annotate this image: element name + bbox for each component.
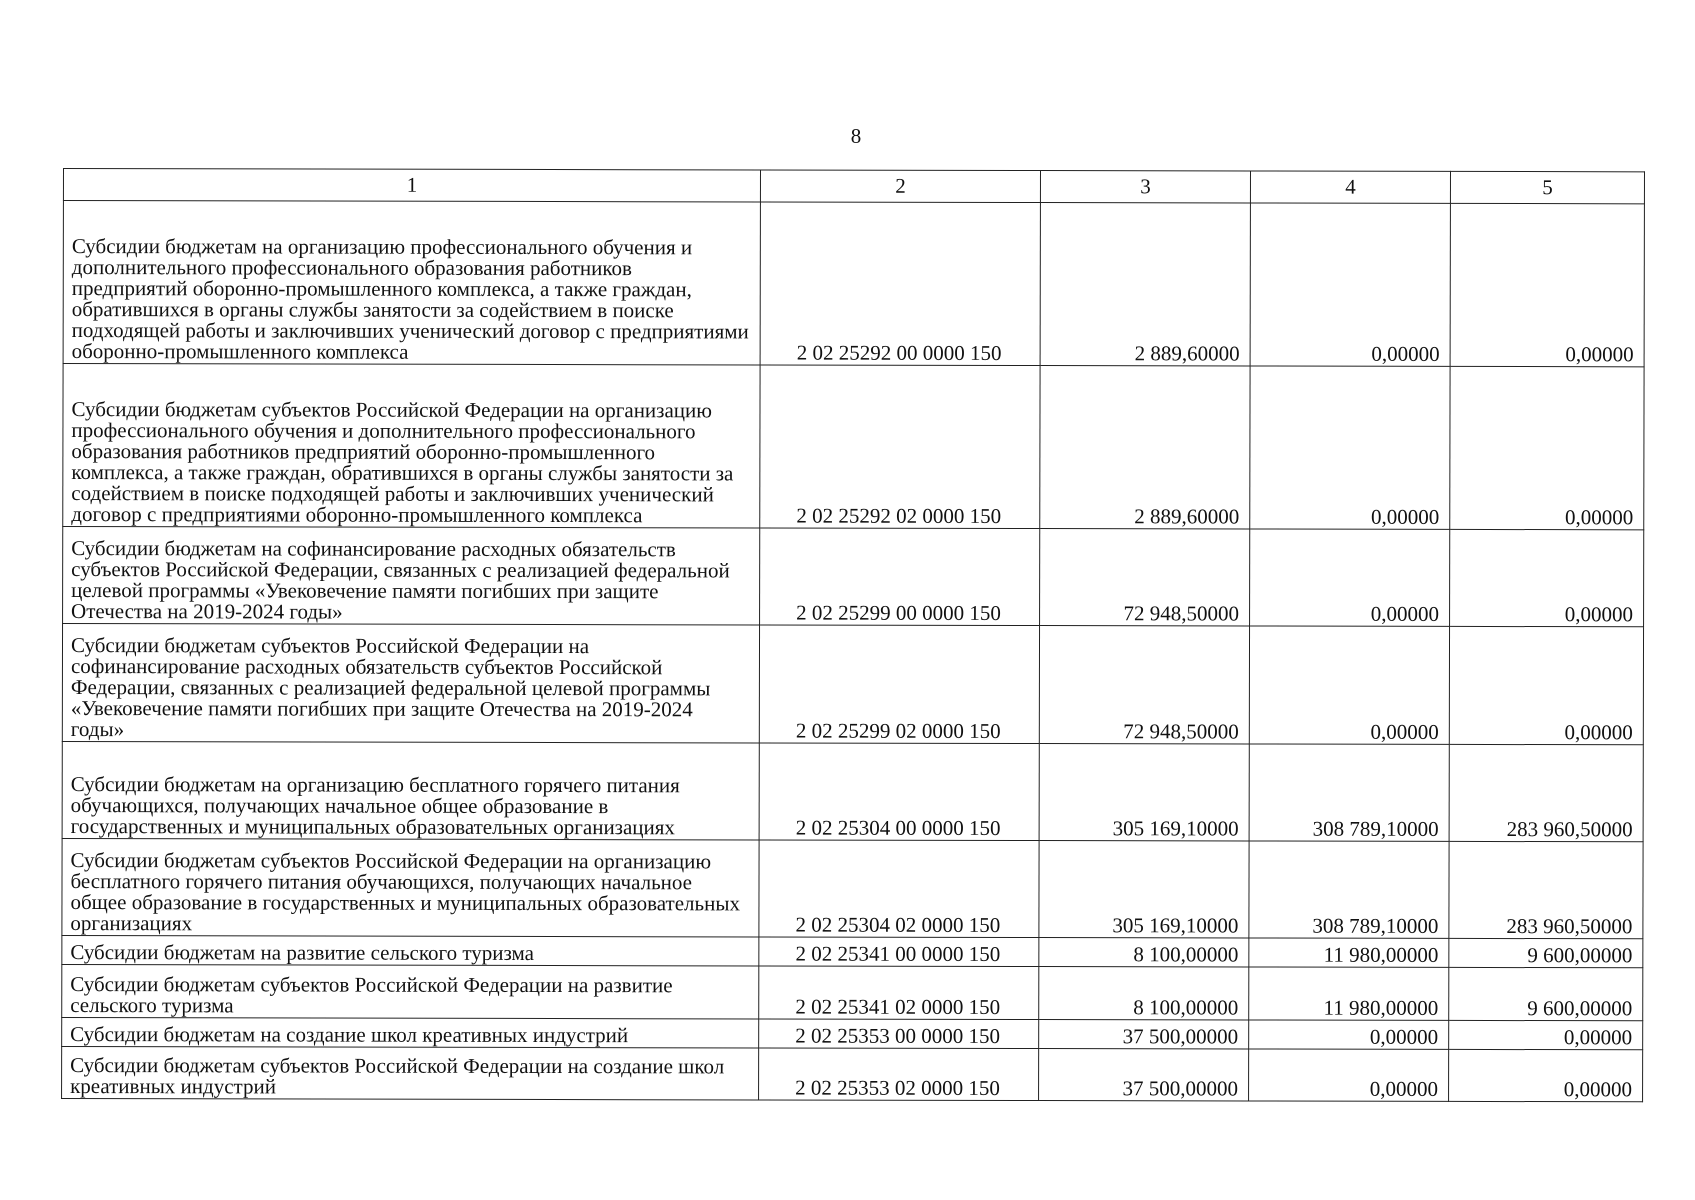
row-code-cell: 2 02 25353 02 0000 150	[759, 1048, 1039, 1101]
row-name-cell: Субсидии бюджетам на организацию профессионального обучения и дополнительного профессионального образования работников предприятий оборонно-промышленного комплекса, а также граждан, обратившихся в органы службы занятости за содействием в поиске подходящей работы и заключивших ученический договор с предприятиями оборонно-промышленного комплекса	[63, 201, 760, 365]
row-value-col4: 0,00000	[1249, 626, 1449, 744]
row-code-cell: 2 02 25299 00 0000 150	[760, 528, 1040, 626]
table-row	[62, 1017, 1643, 1049]
row-value-col5: 9 600,00000	[1449, 967, 1643, 1020]
row-name-cell: Субсидии бюджетам на организацию бесплатного горячего питания обучающихся, получающих начальное общее образование в государственных и муниципальных образовательных организациях	[62, 741, 759, 839]
row-name-cell: Субсидии бюджетам на создание школ креативных индустрий	[62, 1017, 759, 1047]
column-header-5: 5	[1450, 171, 1644, 203]
column-header-1: 1	[63, 169, 760, 202]
row-value-col4: 0,00000	[1250, 203, 1450, 366]
budget-table	[61, 168, 1645, 1102]
row-value-col3: 72 948,50000	[1040, 529, 1250, 626]
row-value-col5: 0,00000	[1450, 203, 1644, 366]
row-value-col4: 0,00000	[1249, 1049, 1449, 1101]
table-row	[62, 741, 1643, 841]
table-row	[62, 964, 1643, 1020]
row-code-cell: 2 02 25304 00 0000 150	[759, 743, 1039, 841]
row-value-col3: 305 169,10000	[1039, 841, 1249, 938]
row-value-col4: 11 980,00000	[1249, 967, 1449, 1020]
row-name-cell: Субсидии бюджетам субъектов Российской Федерации на софинансирование расходных обязательств субъектов Российской Федерации, связанных с реализацией федеральной целевой программы «Увековечение памяти погибших при защите Отечества на 2019-2024 годы»	[62, 624, 759, 743]
row-name-cell: Субсидии бюджетам на развитие сельского туризма	[62, 935, 759, 965]
row-value-col3: 37 500,00000	[1039, 1049, 1249, 1101]
row-value-col3: 2 889,60000	[1040, 203, 1250, 366]
row-value-col5: 0,00000	[1450, 366, 1644, 529]
row-value-col3: 8 100,00000	[1039, 967, 1249, 1020]
table-row	[62, 1046, 1643, 1101]
row-value-col5: 0,00000	[1449, 1020, 1643, 1049]
row-value-col3: 305 169,10000	[1039, 744, 1249, 841]
row-code-cell: 2 02 25292 00 0000 150	[760, 202, 1040, 366]
column-header-2: 2	[760, 170, 1040, 203]
column-header-4: 4	[1250, 171, 1450, 203]
row-value-col3: 72 948,50000	[1039, 626, 1249, 744]
row-name-cell: Субсидии бюджетам субъектов Российской Федерации на организацию профессионального обучения и дополнительного профессионального образования работников предприятий оборонно-промышленного комплекса, а также граждан, обратившихся в органы службы занятости за содействием в поиске подходящей работы и заключивших ученический договор с предприятиями оборонно-промышленного комплекса	[63, 364, 760, 528]
row-value-col4: 0,00000	[1249, 1020, 1449, 1049]
row-code-cell: 2 02 25341 00 0000 150	[759, 937, 1039, 967]
table-row	[63, 527, 1644, 627]
row-value-col5: 0,00000	[1449, 626, 1643, 744]
table-row	[63, 364, 1644, 530]
page-number: 8	[850, 124, 862, 148]
row-code-cell: 2 02 25292 02 0000 150	[760, 365, 1040, 529]
row-name-cell: Субсидии бюджетам субъектов Российской Федерации на развитие сельского туризма	[62, 964, 759, 1018]
table-row	[62, 624, 1643, 745]
row-name-cell: Субсидии бюджетам на софинансирование расходных обязательств субъектов Российской Федерации, связанных с реализацией федеральной целевой программы «Увековечение памяти погибших при защите Отечества на 2019-2024 годы»	[63, 527, 760, 625]
table-row	[63, 201, 1644, 367]
row-name-cell: Субсидии бюджетам субъектов Российской Федерации на создание школ креативных индустрий	[62, 1046, 759, 1099]
row-value-col5: 283 960,50000	[1449, 841, 1643, 938]
table-row	[62, 935, 1643, 967]
row-value-col3: 37 500,00000	[1039, 1020, 1249, 1049]
row-code-cell: 2 02 25304 02 0000 150	[759, 840, 1039, 938]
row-value-col5: 283 960,50000	[1449, 744, 1643, 841]
row-code-cell: 2 02 25341 02 0000 150	[759, 966, 1039, 1020]
column-header-3: 3	[1040, 171, 1250, 203]
row-value-col4: 0,00000	[1250, 366, 1450, 529]
row-value-col5: 0,00000	[1450, 529, 1644, 626]
row-value-col5: 9 600,00000	[1449, 938, 1643, 967]
row-value-col4: 308 789,10000	[1249, 841, 1449, 938]
row-code-cell: 2 02 25299 02 0000 150	[759, 625, 1039, 744]
row-value-col3: 2 889,60000	[1040, 366, 1250, 529]
table-row	[62, 838, 1643, 938]
row-value-col3: 8 100,00000	[1039, 938, 1249, 967]
row-name-cell: Субсидии бюджетам субъектов Российской Федерации на организацию бесплатного горячего питания обучающихся, получающих начальное общее образование в государственных и муниципальных образовательных организациях	[62, 838, 759, 936]
row-value-col5: 0,00000	[1449, 1049, 1643, 1101]
row-value-col4: 0,00000	[1250, 529, 1450, 626]
row-code-cell: 2 02 25353 00 0000 150	[759, 1019, 1039, 1049]
row-value-col4: 11 980,00000	[1249, 938, 1449, 967]
row-value-col4: 308 789,10000	[1249, 744, 1449, 841]
table-header-row	[63, 169, 1644, 204]
